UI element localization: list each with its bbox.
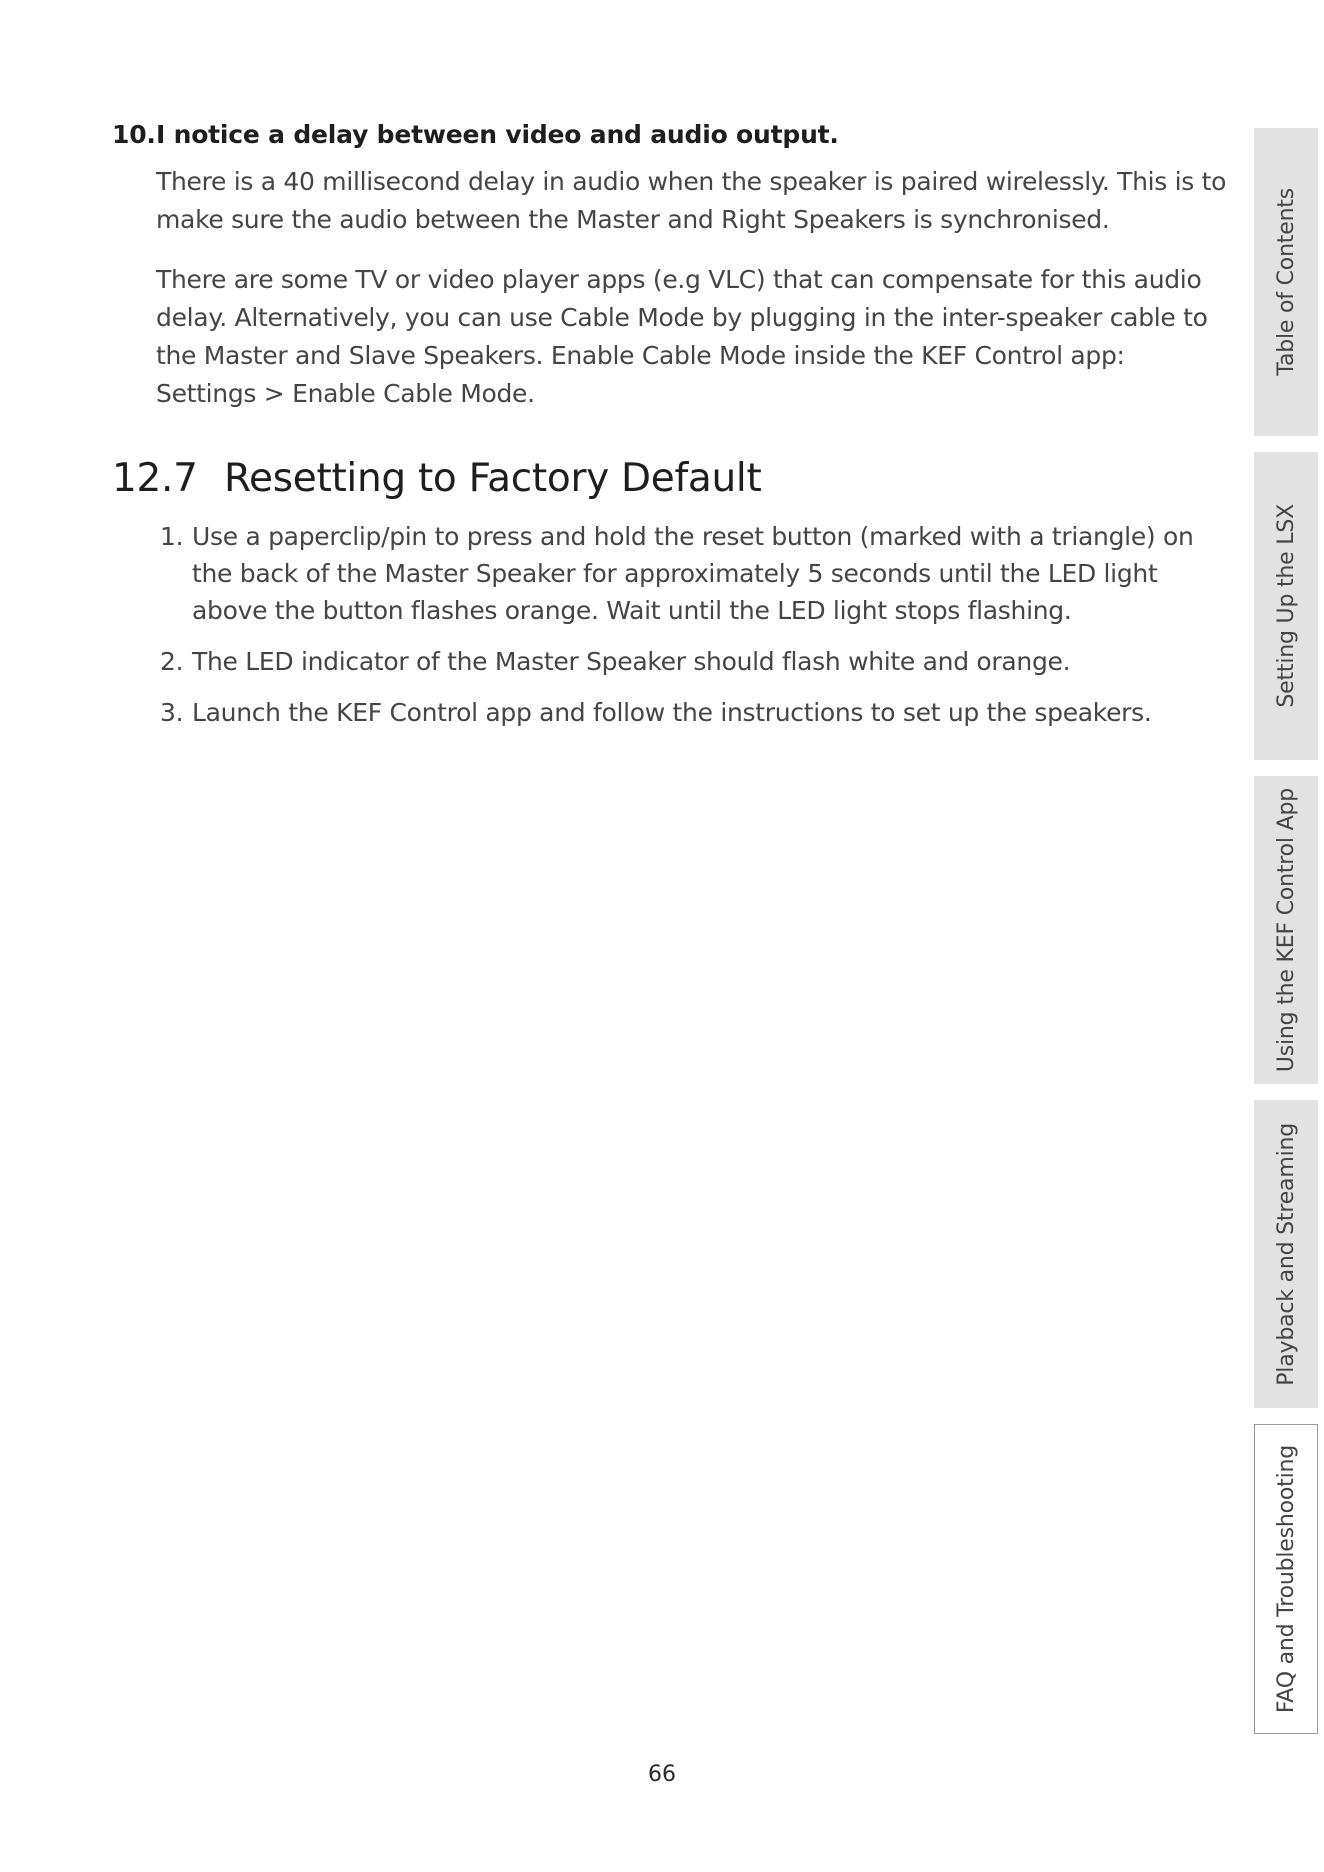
tab-label: Setting Up the LSX: [1273, 504, 1299, 708]
tab-label: Playback and Streaming: [1273, 1122, 1299, 1386]
faq-answer-paragraph: There are some TV or video player apps (e.g VLC) that can compensate for this audio delay. Alternatively, you can use Cable Mode by plugging in the inter-speaker cable to the Master and Slave Speakers. Enable Cable Mode inside the KEF Control app: Settings > Enable Cable Mode.: [156, 265, 1208, 408]
step-number: 2.: [160, 647, 184, 676]
faq-question-number: 10.: [112, 120, 156, 149]
tab-label: Using the KEF Control App: [1273, 787, 1299, 1073]
tab-setting-up-the-lsx[interactable]: [1254, 452, 1318, 760]
faq-question: [112, 120, 1222, 149]
list-item: [160, 518, 1210, 629]
faq-item: [112, 120, 1227, 435]
tab-faq-and-troubleshooting[interactable]: [1254, 1424, 1318, 1734]
step-number: 3.: [160, 698, 184, 727]
step-text: Launch the KEF Control app and follow the instructions to set up the speakers.: [192, 698, 1152, 727]
step-text: Use a paperclip/pin to press and hold the reset button (marked with a triangle) on the back of the Master Speaker for approximately 5 seconds until the LED light above the button flashes orange. Wait until the LED light stops flashing.: [192, 522, 1194, 625]
list-item: [160, 643, 1210, 680]
reset-steps-list: [160, 518, 1210, 745]
step-number: 1.: [160, 522, 184, 551]
faq-question-text: I notice a delay between video and audio output.: [156, 120, 839, 149]
tab-label: FAQ and Troubleshooting: [1273, 1444, 1299, 1714]
tab-label: Table of Contents: [1273, 188, 1299, 376]
section-title-text: Resetting to Factory Default: [224, 456, 762, 501]
page-number: 66: [648, 1762, 676, 1787]
faq-answer-paragraph: There is a 40 millisecond delay in audio when the speaker is paired wirelessly. This is to make sure the audio between the Master and Right Speakers is synchronised.: [156, 167, 1227, 234]
list-item: [160, 694, 1210, 731]
section-heading: [112, 456, 761, 501]
tab-playback-and-streaming[interactable]: [1254, 1100, 1318, 1408]
tab-table-of-contents[interactable]: [1254, 128, 1318, 436]
step-text: The LED indicator of the Master Speaker should flash white and orange.: [192, 647, 1071, 676]
section-number: 12.7: [112, 456, 198, 501]
tab-using-the-kef-control-app[interactable]: [1254, 776, 1318, 1084]
side-tab-navigation: [1254, 128, 1319, 1734]
